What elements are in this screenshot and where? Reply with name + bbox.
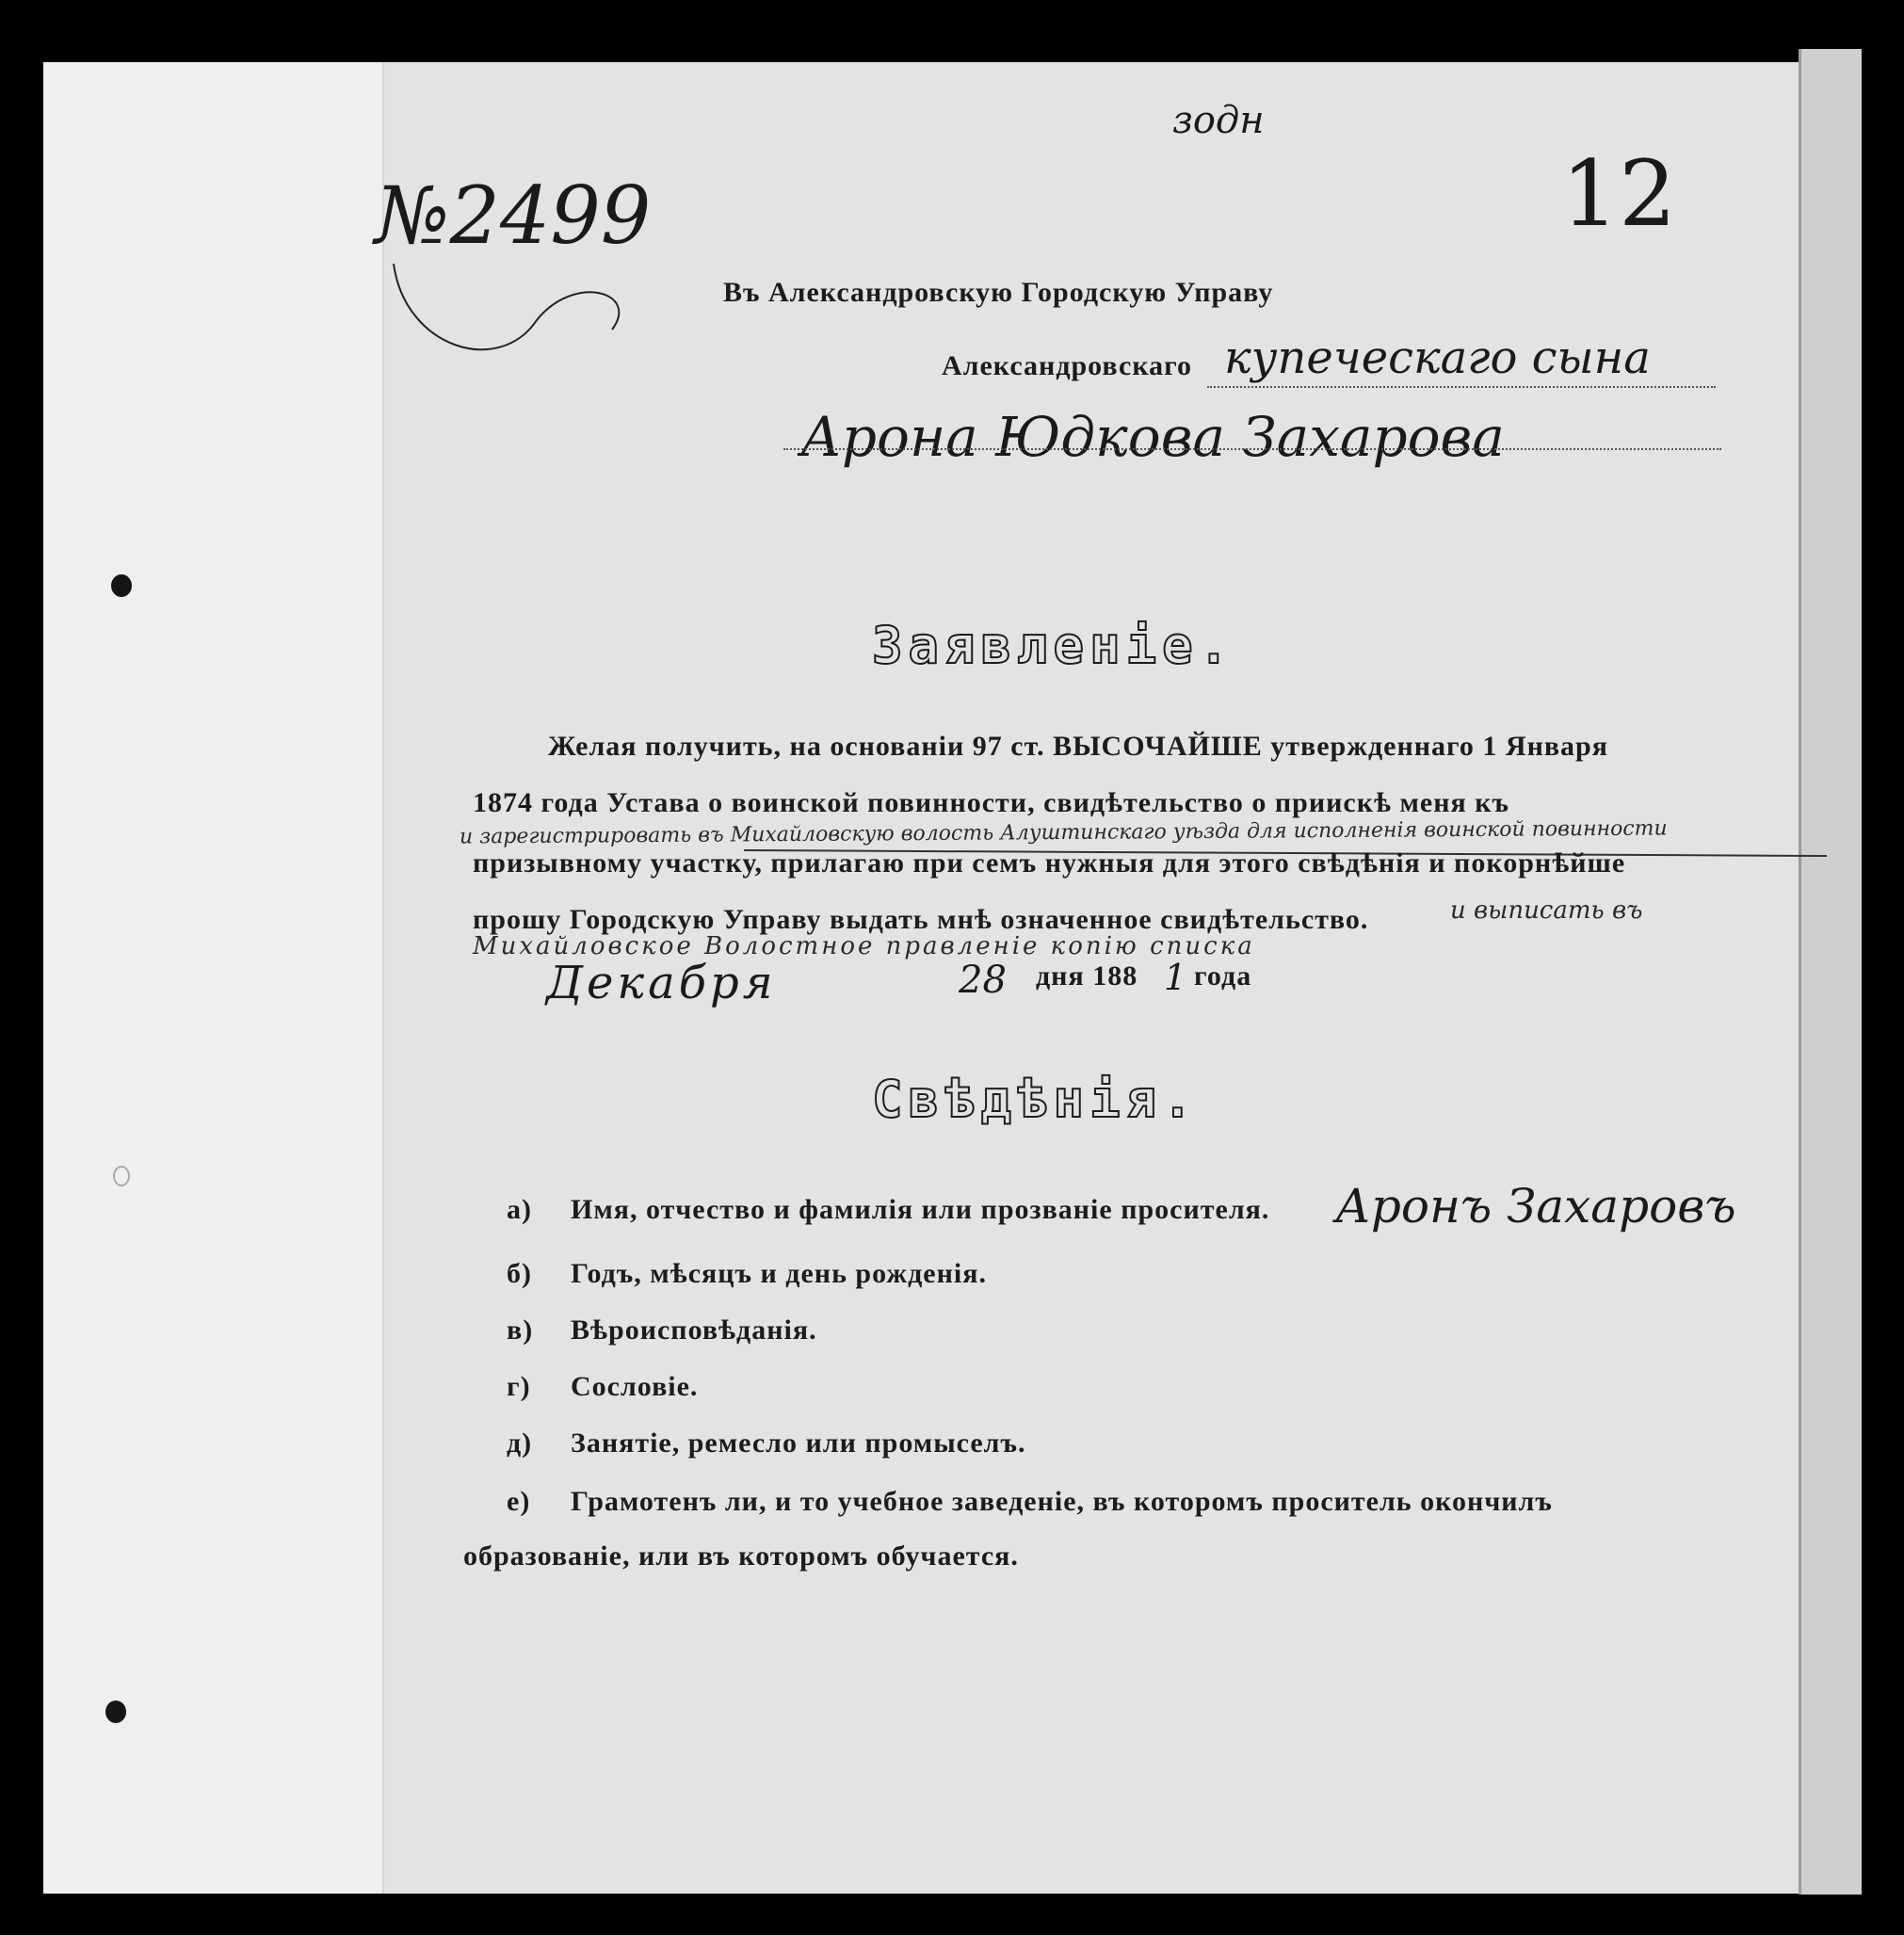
inserted-handwriting-1: и зарегистрировать въ Михайловскую волость Алуштинскаго уѣзда для исполненiя воинской повинности: [459, 816, 1668, 849]
page-number: 12: [1561, 141, 1677, 247]
addressee-line: Въ Александровскую Городскую Управу: [723, 277, 1274, 308]
item-text: Годъ, мѣсяцъ и день рожденiя.: [571, 1258, 987, 1289]
item-letter: е): [507, 1486, 531, 1517]
punch-hole: [105, 1701, 126, 1723]
name-underline: [783, 448, 1721, 450]
item-text: Грамотенъ ли, и то учебное заведенiе, въ которомъ проситель окончилъ: [571, 1486, 1553, 1517]
statement-title: Заявленiе.: [872, 616, 1235, 675]
date-month: Декабря: [546, 957, 777, 1009]
date-year-digit: 1: [1164, 957, 1187, 998]
item-letter: а): [507, 1194, 532, 1225]
page-stub-margin: [43, 62, 384, 1894]
from-rank: купеческаго сына: [1224, 331, 1651, 384]
rank-underline: [1207, 386, 1716, 388]
item-letter: г): [507, 1371, 531, 1402]
punch-hole-faint: [113, 1166, 130, 1186]
from-name: Арона Юдкова Захарова: [800, 405, 1505, 469]
item-letter: в): [507, 1314, 534, 1346]
item-text: Занятiе, ремесло или промыселъ.: [571, 1427, 1026, 1459]
registry-number: №2499: [375, 169, 652, 262]
item-answer-name: Аронъ Захаровъ: [1335, 1179, 1736, 1234]
from-prefix: Александровскаго: [942, 350, 1193, 381]
item-text: Сословiе.: [571, 1371, 699, 1402]
item-letter: б): [507, 1258, 532, 1289]
item-text-continued: образованiе, или въ которомъ обучается.: [463, 1540, 1019, 1572]
inserted-handwriting-2-tail: и выписать въ: [1450, 896, 1643, 925]
statement-line-2: 1874 года Устава о воинской повинности, свидѣтельство о приискѣ меня къ: [473, 787, 1510, 818]
info-title: Свѣдѣнiя.: [872, 1070, 1199, 1129]
registry-flourish: [386, 235, 659, 377]
inserted-handwriting-2: Михайловское Волостное правленiе копiю списка: [473, 932, 1255, 960]
date-day: 28: [959, 959, 1007, 1002]
statement-line-3: призывному участку, прилагаю при семъ нужныя для этого свѣдѣнiя и покорнѣйше: [473, 847, 1626, 879]
item-text: Вѣроисповѣданiя.: [571, 1314, 817, 1346]
item-letter: д): [507, 1427, 533, 1459]
page-edge: [1799, 49, 1862, 1895]
item-text: Имя, отчество и фамилiя или прозванiе просителя.: [571, 1194, 1270, 1225]
date-end: года: [1194, 960, 1252, 992]
statement-line-1: Желая получить, на основанiи 97 ст. ВЫСОЧАЙШЕ утвержденнаго 1 Января: [548, 731, 1608, 762]
punch-hole: [111, 574, 132, 597]
date-printed: дня 188: [1036, 960, 1138, 992]
statement-line-4: прошу Городскую Управу выдать мнѣ означенное свидѣтельство.: [473, 904, 1369, 935]
pencil-note: зодн: [1172, 99, 1265, 142]
